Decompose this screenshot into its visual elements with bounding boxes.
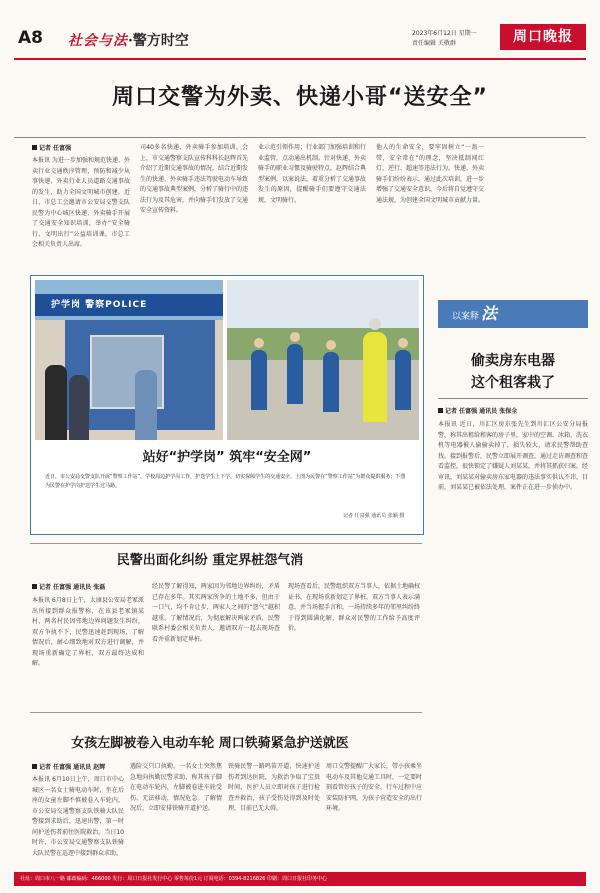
- column-tag-prefix: 以案释: [452, 312, 480, 322]
- police-sign: 护学岗 警察POLICE: [35, 294, 223, 316]
- story3-headline: 女孩左脚被卷入电动车轮 周口铁骑紧急护送就医: [71, 736, 349, 751]
- section-name: 社会与法: [68, 33, 128, 49]
- sidebar-headline: [438, 350, 588, 394]
- sidebar-case-column: [438, 300, 588, 865]
- story3-col3: 铁骑民警一路鸣笛开道，快速护送伤者到达医院，为救治争取了宝贵时间，医护人员立即对孩子进行检查并救治，孩子受伤处得到及时处理，目前已无大碍。: [228, 763, 320, 812]
- story2-col1: 本报讯 6月8日上午，太康县公安局老冢派出所接到群众报警称，在该县老冢镇某村，两名村民因邻地边界问题发生纠纷，双方争执不下，民警迅速赶到现场，了解情况后，耐心细致地对双方进行调解，并现场重新确定了界桩，双方最终达成和解。: [32, 597, 144, 667]
- story2-headline: 民警出面化纠纷 重定界桩怨气消: [116, 553, 304, 568]
- story3-col2: 遇险交只口执勤，一名女士突然焦急地向执勤民警求助，称其孩子脚在电动车轮内，左脚被卷进车轮受伤，无法移动，情况危急。了解情况后，立即安排铁骑开道护送。: [130, 763, 222, 812]
- story1-col4: 他人的生命安全，要牢固树立“一盔一带，安全常在”的理念，坚决抵制闯红灯、逆行、超速等违法行为。快递、外卖骑手们纷纷表示，通过此次培训，进一步增强了交通安全意识，今后将自觉遵守交通法规，为创建全国文明城市贡献力量。: [376, 144, 484, 204]
- sidebar-rule: [438, 398, 588, 399]
- story2-col2: 经民警了解得知，两家因为邻地边界纠纷，矛盾已存在多年。其实两家所争的土地不多，但由于一口气，均不肯让步，两家人之间的“怨气”越积越重。了解情况后，为彻底解决两家矛盾，民警联系村委会相关负责人，邀请双方一起去现场查看并重新划定界桩。: [152, 583, 280, 643]
- person-figure: [69, 375, 89, 440]
- main-headline: 周口交警为外卖、快递小哥“送安全”: [112, 85, 488, 110]
- newspaper-logo: 周口晚报: [500, 24, 586, 50]
- section-title: [68, 30, 189, 50]
- page-header: [0, 0, 600, 62]
- story2-col3: 现场查看后，民警组织双方当事人，依据土地确权证书，在现场重新划定了界桩，双方当事人表示满意，并当场握手言和，一场持续多年的邻里纠纷终于得到圆满化解，群众对民警的工作给予高度评价。: [288, 583, 420, 632]
- photo-description: 近日，市公安局交警支队开展“警察工作站”、学校周边护学岗工作，护送学生上下学，切实保障学生的交通安全。上图为民警在“警察工作站”为群众提供服务；下图为民警在护学岗护送学生过马路。: [45, 474, 406, 489]
- student-figure: [251, 350, 267, 410]
- story2-byline: 记者 任富强 通讯员 张磊: [32, 582, 105, 591]
- officer-figure: [363, 332, 387, 422]
- page-footer: 社址：周口市八一路 邮政编码：466000 发行：周口日报社发行中心 零售每份1元 订阅电话：0394-8216826 印刷：周口日报社印务中心: [14, 872, 586, 886]
- sidebar-headline-line2: 这个租客栽了: [471, 375, 555, 391]
- sidebar-body: 本报讯 近日，川汇区房东张先生到川汇区公安分局报警，称其出租给租客的房子里，家中的空调、冰箱、洗衣机等电器被人偷偷卖掉了，损失较大，请求民警帮助查找。接到报警后，民警立即展开调查，通过走访调查和查看监控，很快锁定了嫌疑人刘某某，并将其抓获归案。经审讯，刘某某对偷卖房东家电器的违法事实供认不讳，目前，刘某某已被依法处理，案件正在进一步侦办中。: [438, 421, 588, 491]
- story1-col2: 司40多名快递、外卖骑手参加培训。会上，市交通警察支队宣传科科长赵辉首先介绍了近期交通事故的情况，结合近期发生的快递、外卖骑手违法驾驶电动车导致的交通事故典型案例，分析了骑行中的违法行为及其危害，并向骑手们发放了交通安全宣传资料。: [140, 144, 248, 214]
- story3-byline: 记者 任富强 通讯员 赵辉: [32, 762, 105, 771]
- header-rule: [14, 58, 586, 60]
- story1-byline: 记者 任富强: [32, 143, 71, 152]
- student-figure: [323, 352, 339, 412]
- photo-feature: [30, 275, 424, 535]
- story3-col4: 周口交警提醒广大家长，带小孩乘坐电动车及其他交通工具时，一定要时刻看管好孩子的安全，行车过程中应安装防护网，为孩子营造安全的出行环境。: [326, 763, 422, 812]
- school-crossing-photo: [227, 280, 419, 440]
- story3-col1: 本报讯 6月10日上午，周口市中心城区一名女士骑电动车时，坐在后座的女童左脚不慎被卷入车轮内，市公安局交通警察支队铁骑大队民警接到求助后，迅速出警，第一时间护送伤者前往医院救治。当日10时许，市公安局交通警察支队铁骑大队民警在巡逻中接到群众求助。: [32, 776, 124, 857]
- issue-date: 2023年6月12日 星期一: [412, 30, 477, 37]
- sidebar-byline: 记者 任富强 通讯员 张保全: [438, 406, 517, 415]
- student-figure: [395, 350, 411, 410]
- page-number: A8: [18, 28, 43, 48]
- police-station-photo: [35, 280, 223, 440]
- column-tag: [438, 300, 588, 328]
- sidebar-headline-line1: 偷卖房东电器: [471, 353, 555, 369]
- section-sub: ·警方时空: [128, 33, 189, 49]
- headline-rule: [14, 137, 586, 138]
- section-rule: [30, 712, 422, 713]
- photo-caption: 站好“护学岗” 筑牢“安全网”: [142, 450, 312, 465]
- photo-credit: 记者 任富强 通讯员 张颖 摄: [343, 513, 405, 519]
- person-figure: [45, 365, 67, 440]
- story1-col3: 业示范引领作用；行业部门加强培训和行业监管，点动通出机制。针对快递、外卖骑手的职业习惯及骑驶特点，赵辉结合典型案例，以案说法，着重分析了交通事故发生的原因，提醒骑手们要遵守交通法规，文明骑行。: [258, 144, 366, 204]
- student-figure: [287, 344, 303, 404]
- editor-credit: 责任编辑 关敬群: [412, 40, 456, 47]
- person-figure: [135, 370, 157, 440]
- section-rule: [30, 543, 422, 544]
- column-tag-word: 法: [481, 304, 498, 323]
- story1-col1: 本报讯 为进一步加强和规范快递、外卖行业交通秩序管理，预防和减少从事快递、外卖行业人员道路交通事故的发生，助力全国文明城市创建，近日，市总工会邀请市公安局交警支队民警为中心城区快递、外卖骑手开展了交通安全知识培训，举办“安全骑行、文明出行”公益培训课，市总工会相关负责人出席。: [32, 157, 130, 248]
